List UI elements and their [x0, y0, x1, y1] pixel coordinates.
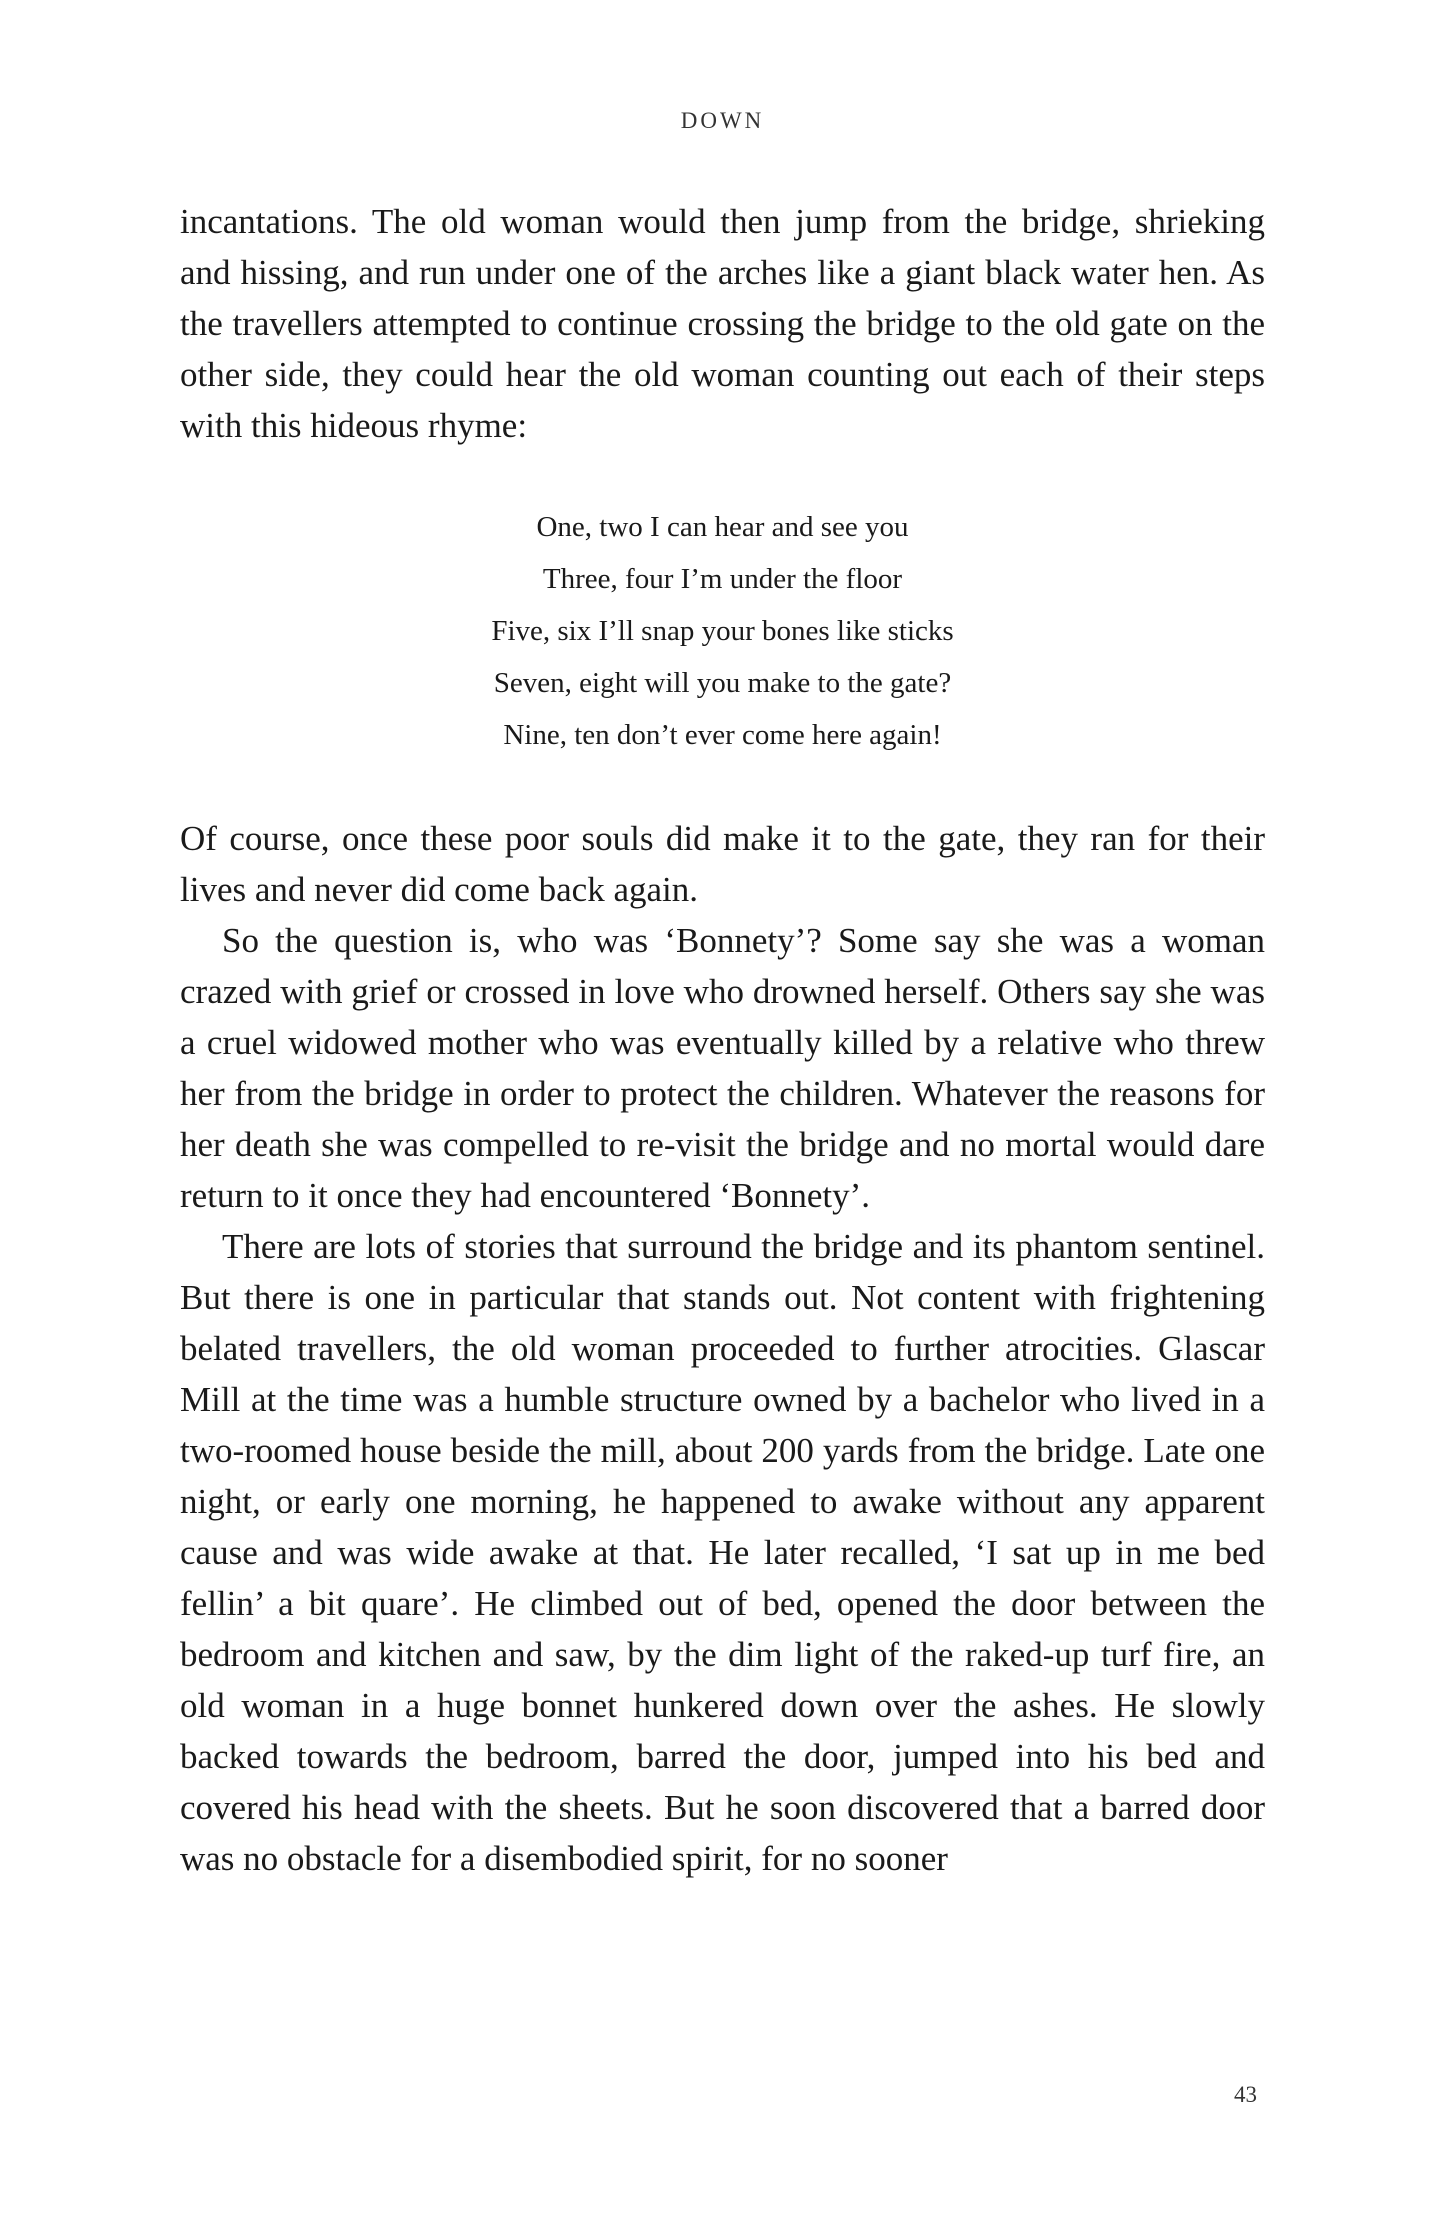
- verse-line: Seven, eight will you make to the gate?: [493, 667, 952, 699]
- page-number: 43: [1234, 2082, 1257, 2107]
- paragraph: There are lots of stories that surround the bridge and its phantom sentinel. But there is one in particular that stands out. Not content with frightening belated travellers, the old woman proceeded to further atrocities. Glascar Mill at the time was a humble structure owned by a bachelor who lived in a two-roomed house beside the mill, about 200 yards from the bridge. Late one night, or early one morning, he happened to awake without any apparent cause and was wide awake at that. He later recalled, ‘I sat up in me bed fellin’ a bit quare’. He climbed out of bed, opened the door between the bedroom and kitchen and saw, by the dim light of the raked-up turf fire, an old woman in a huge bonnet hunkered down over the ashes. He slowly backed towards the bedroom, barred the door, jumped into his bed and covered his head with the sheets. But he soon discovered that a barred door was no obstacle for a disembodied spirit, for no sooner: [180, 1227, 1265, 1878]
- body-text: [180, 196, 1265, 1884]
- paragraph: Of course, once these poor souls did make it to the gate, they ran for their lives and never did come back again.: [180, 819, 1265, 909]
- paragraph: incantations. The old woman would then jump from the bridge, shrieking and hissing, and run under one of the arches like a giant black water hen. As the travellers attempted to continue crossing the bridge to the old gate on the other side, they could hear the old woman counting out each of their steps with this hideous rhyme:: [180, 202, 1265, 445]
- verse-line: Three, four I’m under the floor: [542, 563, 903, 595]
- running-head: DOWN: [680, 108, 765, 133]
- verse-line: One, two I can hear and see you: [536, 511, 909, 543]
- rhyme-verse: [180, 501, 1265, 761]
- verse-line: Five, six I’ll snap your bones like sticks: [491, 615, 954, 647]
- paragraph: So the question is, who was ‘Bonnety’? Some say she was a woman crazed with grief or crossed in love who drowned herself. Others say she was a cruel widowed mother who was eventually killed by a relative who threw her from the bridge in order to protect the children. Whatever the reasons for her death she was compelled to re-visit the bridge and no mortal would dare return to it once they had encountered ‘Bonnety’.: [180, 921, 1265, 1215]
- verse-line: Nine, ten don’t ever come here again!: [503, 719, 942, 751]
